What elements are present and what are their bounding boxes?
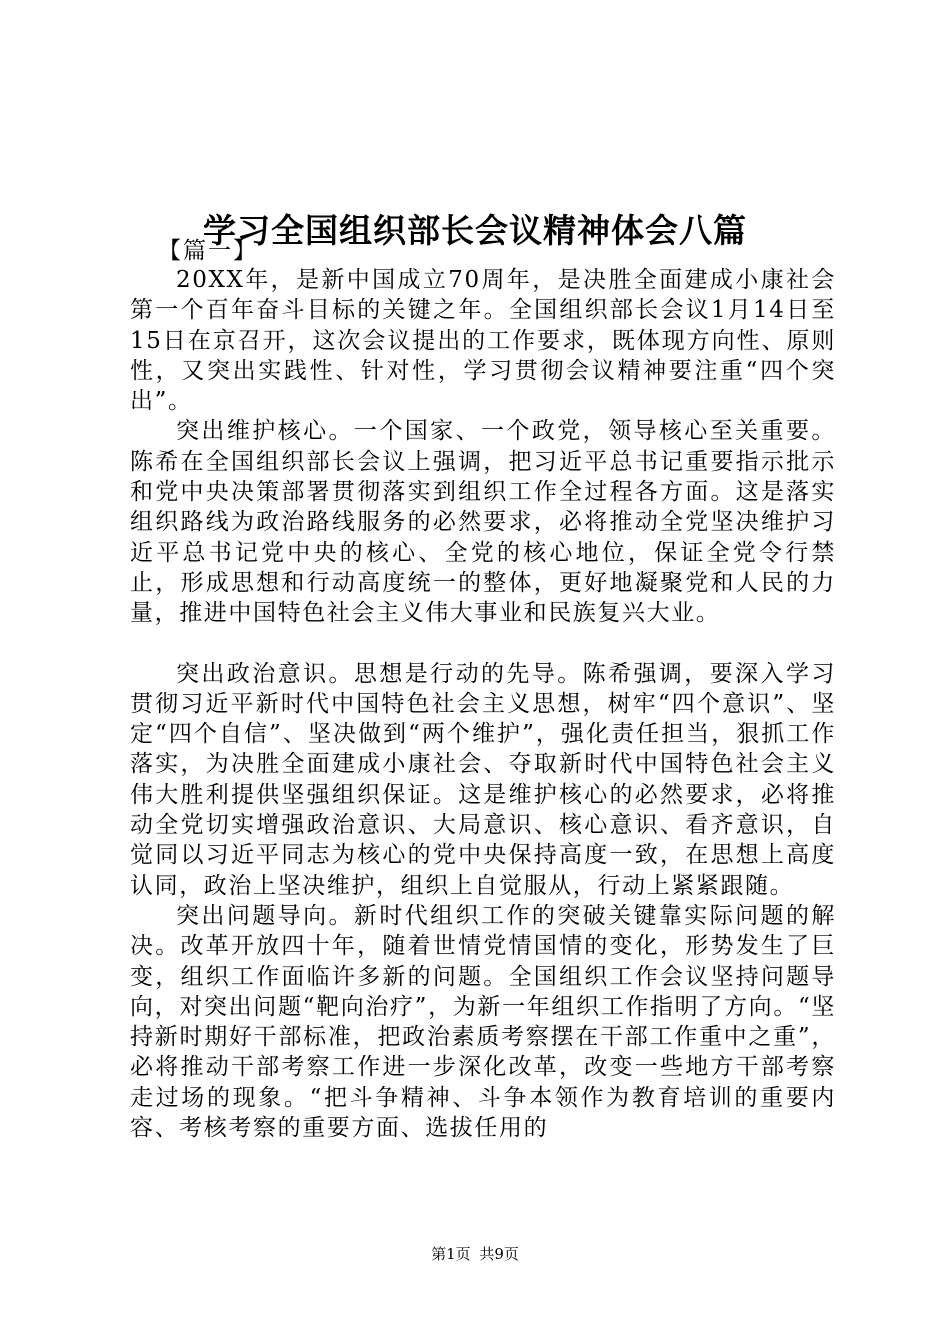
paragraph-political: 突出政治意识。思想是行动的先导。陈希强调，要深入学习贯彻习近平新时代中国特色社会主义思想，树牢“四个意识”、坚定“四个自信”、坚决做到“两个维护”，强化责任担当，狠抓工作落实，为决胜全面建成小康社会、夺取新时代中国特色社会主义伟大胜利提供坚强组织保证。这是维护核心的必然要求，必将推动全党切实增强政治意识、大局意识、核心意识、看齐意识，自觉同以习近平同志为核心的党中央保持高度一致，在思想上高度认同，政治上坚决维护，组织上自觉服从，行动上紧紧跟随。 <box>130 660 836 899</box>
paragraph-problem: 突出问题导向。新时代组织工作的突破关键靠实际问题的解决。改革开放四十年，随着世情党情国情的变化，形势发生了巨变，组织工作面临许多新的问题。全国组织工作会议坚持问题导向，对突出问题“靶向治疗”，为新一年组织工作指明了方向。“坚持新时期好干部标准，把政治素质考察摆在干部工作重中之重”，必将推动干部考察工作进一步深化改革，改变一些地方干部考察走过场的现象。“把斗争精神、斗争本领作为教育培训的重要内容、考核考察的重要方面、选拔任用的 <box>130 902 836 1142</box>
chapter-heading: 【篇一】 <box>158 238 258 264</box>
document-body <box>130 265 836 1143</box>
paragraph-intro: 20XX年，是新中国成立70周年，是决胜全面建成小康社会第一个百年奋斗目标的关键之年。全国组织部长会议1月14日至15日在京召开，这次会议提出的工作要求，既体现方向性、原则性，又突出实践性、针对性，学习贯彻会议精神要注重“四个突出”。 <box>130 267 836 415</box>
page-footer: 第1页 共9页 <box>431 1245 519 1263</box>
paragraph-core: 突出维护核心。一个国家、一个政党，领导核心至关重要。陈希在全国组织部长会议上强调，把习近平总书记重要指示批示和党中央决策部署贯彻落实到组织工作全过程各方面。这是落实组织路线为政治路线服务的必然要求，必将推动全党坚决维护习近平总书记党中央的核心、全党的核心地位，保证全党令行禁止，形成思想和行动高度统一的整体，更好地凝聚党和人民的力量，推进中国特色社会主义伟大事业和民族复兴大业。 <box>130 418 836 627</box>
document-title: 学习全国组织部长会议精神体会八篇 <box>203 211 747 251</box>
